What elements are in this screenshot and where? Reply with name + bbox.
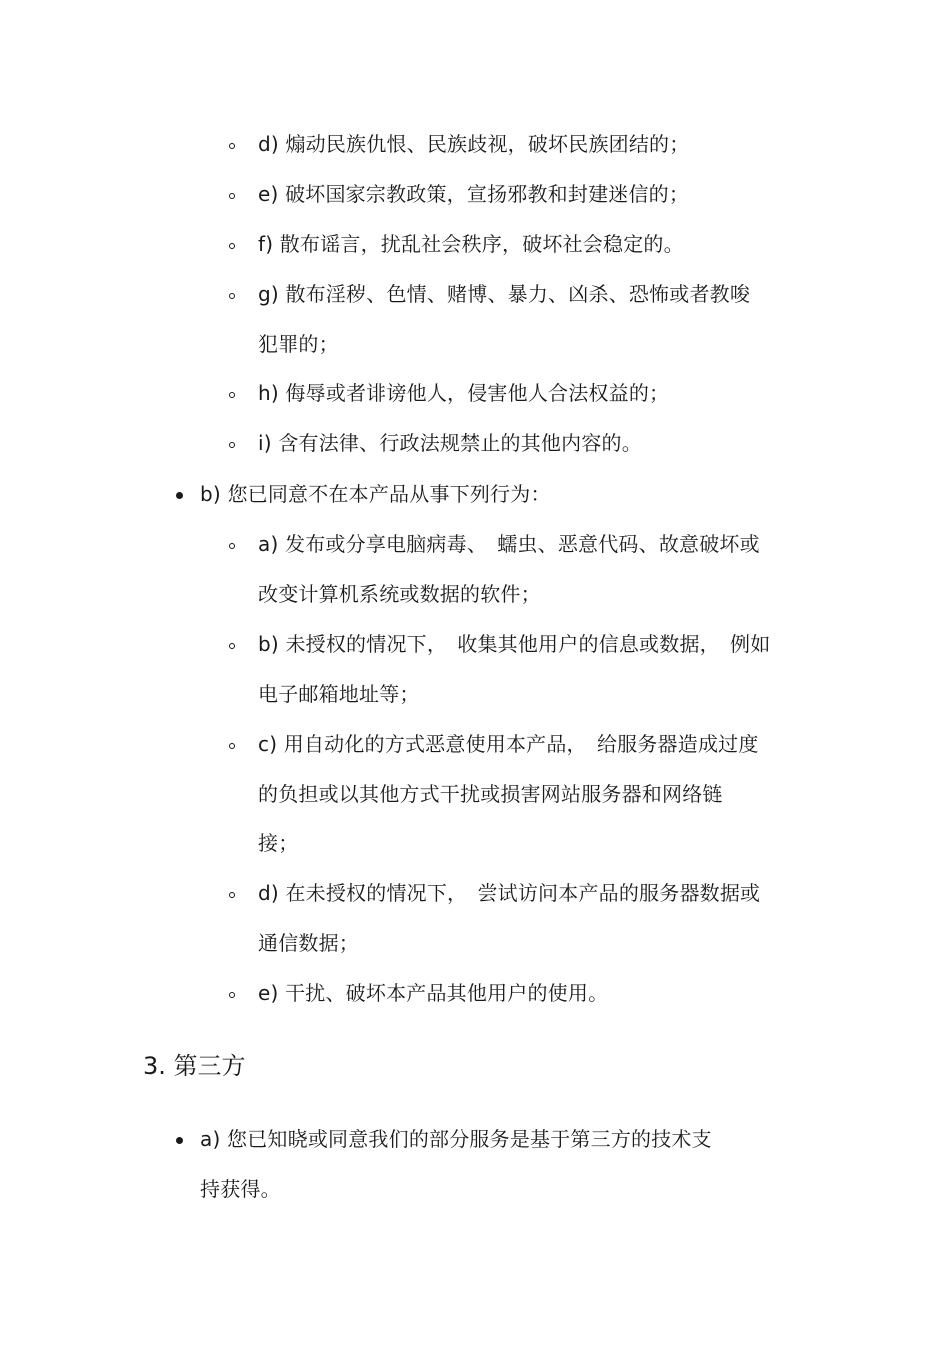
list-item-line: 通信数据；	[258, 931, 359, 955]
list-item-line: e) 干扰、破坏本产品其他用户的使用。	[258, 981, 609, 1005]
list-item-line: h) 侮辱或者诽谤他人，侵害他人合法权益的；	[258, 381, 670, 405]
hollow-bullet-icon	[229, 543, 235, 549]
hollow-bullet-icon	[229, 392, 235, 398]
hollow-bullet-icon	[229, 293, 235, 299]
section-heading: 3. 第三方	[143, 1052, 246, 1080]
hollow-bullet-icon	[229, 992, 235, 998]
list-item-line: 持获得。	[200, 1177, 281, 1201]
filled-bullet-icon	[176, 492, 183, 499]
list-item-line: a) 发布或分享电脑病毒、 蠕虫、恶意代码、故意破坏或	[258, 532, 760, 556]
hollow-bullet-icon	[229, 193, 235, 199]
list-item-line: 的负担或以其他方式干扰或损害网站服务器和网络链	[258, 782, 723, 806]
list-item-line: i) 含有法律、行政法规禁止的其他内容的。	[258, 431, 642, 455]
list-item-line: c) 用自动化的方式恶意使用本产品， 给服务器造成过度	[258, 732, 759, 756]
list-item-line: e) 破坏国家宗教政策，宣扬邪教和封建迷信的；	[258, 182, 690, 206]
hollow-bullet-icon	[229, 243, 235, 249]
list-item-line: b) 未授权的情况下， 收集其他用户的信息或数据， 例如	[258, 632, 771, 656]
list-item-line: f) 散布谣言，扰乱社会秩序，破坏社会稳定的。	[258, 232, 684, 256]
list-item-line: g) 散布淫秽、色情、赌博、暴力、凶杀、恐怖或者教唆	[258, 282, 751, 306]
filled-bullet-icon	[176, 1137, 183, 1144]
list-item-line: a) 您已知晓或同意我们的部分服务是基于第三方的技术支	[200, 1127, 712, 1151]
hollow-bullet-icon	[229, 743, 235, 749]
hollow-bullet-icon	[229, 143, 235, 149]
hollow-bullet-icon	[229, 442, 235, 448]
list-item-line: 犯罪的；	[258, 332, 339, 356]
list-item-label: b) 您已同意不在本产品从事下列行为：	[200, 482, 551, 506]
list-item-line: d) 煽动民族仇恨、民族歧视，破坏民族团结的；	[258, 132, 690, 156]
hollow-bullet-icon	[229, 643, 235, 649]
hollow-bullet-icon	[229, 892, 235, 898]
list-item-line: 电子邮箱地址等；	[258, 682, 420, 706]
list-item-line: d) 在未授权的情况下， 尝试访问本产品的服务器数据或	[258, 881, 761, 905]
list-item-line: 改变计算机系统或数据的软件；	[258, 582, 541, 606]
list-item-line: 接；	[258, 831, 299, 855]
